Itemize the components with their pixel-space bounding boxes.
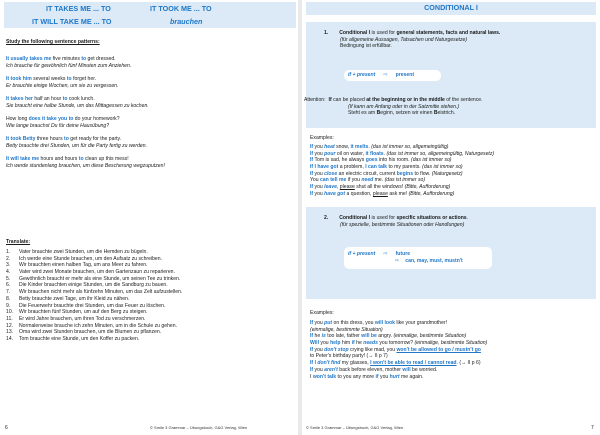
item-number: 6.	[6, 282, 11, 289]
example-segment: Will	[310, 340, 320, 347]
pattern-segment: do your homework?	[73, 116, 120, 123]
example-segment: →	[461, 360, 467, 367]
example-segment: back before eleven, mother	[337, 366, 403, 373]
example-segment: it floats	[365, 150, 384, 157]
spacer	[6, 130, 165, 137]
pattern-english	[6, 136, 165, 143]
pattern-segment: get ready for the party.	[68, 136, 122, 143]
pattern-english	[6, 96, 165, 103]
right-page	[302, 0, 600, 435]
example-segment: .	[383, 150, 387, 157]
item-number: 9.	[6, 302, 11, 309]
pattern-segment: takes me	[29, 56, 52, 62]
example-line	[310, 340, 487, 347]
example-segment: you	[313, 366, 325, 373]
spacer	[6, 110, 165, 117]
translate-item	[6, 323, 182, 330]
example-segment: have got	[324, 190, 346, 197]
example-segment: crying like mad, you	[348, 346, 397, 353]
example-line	[310, 184, 494, 191]
example-segment: I	[313, 360, 318, 367]
item-text: Die Feuerwehr brauchte drei Stunden, um das Feuer zu löschen.	[19, 302, 166, 309]
item-number: 11.	[6, 315, 13, 322]
example-segment: I won't be able to read / cannot read	[370, 360, 457, 367]
item-text: Er wird Jahre brauchen, um ihren Tod zu verschmerzen.	[19, 315, 146, 322]
example-segment: help	[330, 340, 341, 347]
example-line	[310, 164, 494, 171]
example-segment: please	[339, 184, 355, 191]
example-segment: (Bitte, Aufforderung)	[404, 184, 451, 191]
pattern-segment: to	[66, 76, 72, 83]
pattern-segment: five minutes	[51, 56, 82, 62]
pattern-segment: It usually	[6, 56, 30, 62]
example-segment: →	[368, 353, 374, 360]
example-segment: (das ist immer so, allgemeingültig)	[371, 144, 449, 150]
rule-1: 1. Conditional I is used for general statements, facts and natural laws. (für allgemeine Aussagen, Tatsachen und Naturgesetze) Bedingung ist erfüllbar.	[324, 30, 501, 50]
pattern-segment: to	[78, 156, 84, 163]
example-segment: you	[378, 373, 390, 380]
header-took: IT TOOK ME ... TO	[150, 4, 212, 13]
example-segment: If	[310, 144, 314, 150]
example-segment: If	[310, 190, 314, 197]
example-segment: don't stop	[324, 346, 349, 353]
example-segment: You	[310, 177, 321, 184]
example-segment: II p 6)	[466, 360, 481, 367]
item-number: 4.	[6, 269, 11, 276]
example-segment: you	[313, 320, 325, 326]
example-segment: If	[310, 184, 314, 191]
pattern-german: Ich brauche für gewöhnlich fünf Minuten zum Anziehen.	[6, 62, 132, 69]
example-segment: I can talk	[365, 164, 388, 171]
example-segment: you tomorrow?	[377, 340, 415, 347]
attention-note: Attention: If can be placed at the beginning or in the middle of the sentence. (If kann am Anfang oder in der Satzmitte stehen.) Steht es am Beginn, setzen wir einen Beistrich.	[304, 97, 483, 117]
item-number: 2.	[6, 255, 11, 262]
example-line	[310, 347, 487, 354]
item-number: 14.	[6, 335, 14, 342]
pattern-segment: clean up this mess!	[83, 156, 129, 163]
example-segment: leave	[324, 184, 337, 191]
translate-item	[6, 256, 182, 263]
rule-2: 2. Conditional I is used for specific situations or actions. (für spezielle, bestimmte Situationen oder Handlungen)	[324, 215, 469, 228]
translate-item	[6, 282, 182, 289]
examples-2	[310, 320, 487, 380]
example-segment: if you	[346, 177, 362, 184]
pattern-segment: to	[62, 96, 68, 103]
item-text: Vater wird zwei Monate brauchen, um den Gartenzaun zu reparieren.	[19, 269, 175, 276]
example-segment: won't be allowed to go / mustn't go	[396, 346, 481, 353]
example-segment: an electric circuit, current	[337, 170, 397, 177]
item-number: 12.	[6, 322, 14, 329]
example-segment: to you any more	[336, 373, 376, 380]
translate-item	[6, 289, 182, 296]
example-segment: If I have got	[310, 164, 339, 171]
header-will-take: IT WILL TAKE ME ... TO	[32, 17, 112, 26]
example-segment: (einmalige, bestimmte Situation)	[310, 326, 383, 333]
arrow-right-icon: ⇨	[395, 257, 400, 264]
pattern-german: Sie braucht eine halbe Stunde, um das Mittagessen zu kochen.	[6, 102, 149, 109]
example-line	[310, 367, 487, 374]
item-number: 3.	[6, 262, 11, 269]
example-line	[310, 320, 487, 327]
example-segment: need	[361, 177, 374, 184]
sentence-patterns	[6, 56, 165, 170]
page-number: 7	[591, 425, 594, 431]
translate-item	[6, 296, 182, 303]
example-line	[310, 144, 494, 151]
example-segment: is	[321, 333, 326, 340]
pattern-german: Wie lange brauchst Du für deine Hausübung?	[6, 122, 110, 129]
pattern-english	[6, 76, 165, 83]
example-line	[310, 151, 494, 158]
item-text: Wir brauchten einen halben Tag, um ans Meer zu fahren.	[19, 262, 148, 269]
example-line	[310, 157, 494, 164]
item-text: Ich werde eine Stunde brauchen, um den Aufsatz zu schreiben.	[19, 255, 162, 262]
example-segment: II p 7)	[373, 353, 388, 360]
example-segment: a problem,	[338, 164, 366, 171]
formula-1: if + present ⇨ present	[348, 72, 415, 78]
translate-item	[6, 276, 182, 283]
pattern-segment: hours and hours	[39, 156, 79, 163]
example-segment: don't find	[317, 360, 341, 367]
example-segment: will	[402, 366, 411, 373]
example-segment: hurt	[389, 373, 400, 380]
example-segment: put	[324, 320, 333, 326]
item-text: Vater brauchte zwei Stunden, um die Hemden zu bügeln.	[19, 249, 148, 255]
translate-item	[6, 316, 182, 323]
example-segment: If	[310, 366, 314, 373]
example-segment: oil on water,	[335, 150, 366, 157]
pattern-german: Betty brauchte drei Stunden, um für die Party fertig zu werden.	[6, 142, 148, 149]
example-segment: If	[310, 157, 314, 164]
example-segment: If	[310, 360, 314, 367]
translate-item	[6, 269, 182, 276]
example-segment: he	[313, 333, 322, 340]
footer: © Smile 3 Grammar – Übungsbuch, G&G Verlag, Wien	[306, 425, 404, 430]
example-segment: to my parents.	[387, 164, 423, 171]
spacer	[6, 150, 165, 157]
example-segment: If	[310, 320, 314, 326]
translate-item	[6, 303, 182, 310]
example-segment: too late, father	[325, 333, 362, 340]
example-segment: (das ist immer so)	[411, 157, 452, 164]
example-segment: you	[313, 190, 325, 197]
example-segment: if	[351, 340, 355, 347]
example-segment: you	[313, 150, 325, 157]
pattern-segment: does it take you	[28, 116, 68, 123]
left-page	[0, 0, 298, 435]
footer: © Smile 3 Grammar – Übungsbuch, G&G Verlag, Wien	[150, 425, 248, 430]
item-number: 1.	[6, 249, 11, 255]
example-segment: you	[313, 170, 325, 177]
pattern-english	[6, 116, 165, 123]
spacer	[6, 69, 165, 76]
example-segment: close	[324, 170, 338, 177]
example-segment: If	[310, 150, 314, 157]
examples-heading-1: Examples:	[310, 135, 334, 141]
translate-item	[6, 249, 182, 256]
item-text: Gewöhnlich braucht er mehr als eine Stunde, um seinen Tee zu trinken.	[19, 275, 181, 282]
example-segment: aren't	[324, 366, 338, 373]
study-heading: Study the following sentence patterns:	[6, 39, 100, 45]
example-segment: to Peter's birthday party! (	[310, 353, 369, 360]
translate-heading: Translate:	[6, 239, 31, 245]
item-number: 8.	[6, 295, 11, 302]
pattern-segment: half an hour	[32, 96, 63, 103]
spacer	[6, 89, 165, 96]
example-segment: him	[340, 340, 352, 347]
example-segment: (einmalige, bestimmte Situation)	[414, 340, 488, 347]
translate-item	[6, 329, 182, 336]
translate-item	[6, 336, 182, 343]
example-line	[310, 327, 487, 334]
example-line	[310, 191, 494, 198]
example-segment: I	[310, 373, 313, 380]
item-number: 5.	[6, 275, 11, 282]
examples-1	[310, 144, 494, 198]
pattern-german: Ich werde stundenlang brauchen, um diese Bescherung wegzuputzen!	[6, 163, 165, 169]
pattern-english	[6, 56, 165, 63]
item-text: Tom brauchte eine Stunde, um den Koffer zu packen.	[19, 335, 140, 342]
example-segment: it melts	[350, 144, 369, 150]
translate-item	[6, 309, 182, 316]
example-line	[310, 353, 487, 360]
example-segment: pour	[324, 150, 336, 157]
arrow-right-icon: ⇨	[383, 72, 388, 78]
example-segment: my glasses,	[340, 360, 371, 367]
item-text: Betty brauchte zwei Tage, um ihr Kleid zu nähen.	[19, 295, 130, 302]
example-segment: be worried.	[410, 366, 438, 373]
page-number: 6	[5, 425, 8, 431]
example-segment: you	[313, 184, 325, 191]
example-line	[310, 360, 487, 367]
item-number: 10.	[6, 309, 14, 316]
example-segment: snow,	[334, 144, 351, 150]
item-text: Wir brauchten fünf Stunden, um auf den Berg zu steigen.	[19, 309, 148, 316]
example-segment: (das ist immer so, allgemeingültig, Naturgesetz)	[386, 150, 495, 157]
translate-item	[6, 262, 182, 269]
example-segment: will look	[374, 320, 395, 326]
example-segment: me.	[373, 177, 385, 184]
example-segment: to flow.	[413, 170, 432, 177]
example-segment: ask me!	[387, 190, 409, 197]
pattern-segment: several weeks	[31, 76, 67, 83]
example-segment: needs	[363, 340, 378, 347]
example-line	[310, 374, 487, 381]
translate-list	[6, 249, 182, 343]
pattern-segment: cook lunch.	[67, 96, 95, 103]
arrow-right-icon: ⇨	[383, 251, 388, 257]
example-segment: into his room.	[377, 157, 411, 164]
example-segment: If	[310, 346, 314, 353]
example-segment: can tell me	[320, 177, 347, 184]
pattern-german: Er brauchte einige Wochen, um sie zu vergessen.	[6, 82, 119, 89]
pattern-english	[6, 156, 165, 163]
example-line	[310, 171, 494, 178]
pattern-segment: three hours	[35, 136, 65, 143]
pattern-segment: get dressed.	[86, 56, 116, 62]
example-segment: angry.	[376, 333, 394, 340]
example-segment: please	[372, 190, 388, 197]
example-segment: If	[310, 170, 314, 177]
example-segment: you	[319, 340, 331, 347]
formula-2: if + present ⇨ future ⇨ can, may, must, mustn't	[348, 251, 463, 264]
item-text: Oma wird zwei Stunden brauchen, um die Blumen zu pflanzen.	[19, 329, 162, 336]
example-segment: begins	[396, 170, 414, 177]
example-segment: like your grandmother!	[394, 320, 448, 326]
example-line	[310, 333, 487, 340]
pattern-segment: How long	[6, 116, 29, 123]
pattern-segment: to	[64, 136, 69, 143]
example-segment: (Bitte, Aufforderung)	[408, 190, 455, 197]
example-segment: (einmalige, bestimmte Situation)	[393, 333, 467, 340]
example-segment: If	[310, 333, 314, 340]
example-segment: you	[313, 346, 325, 353]
example-segment: he	[354, 340, 364, 347]
pattern-segment: It will take me	[6, 156, 40, 163]
example-segment: (das ist immer so)	[384, 177, 426, 184]
pattern-segment: forget her.	[71, 76, 97, 83]
example-segment: heat	[324, 144, 335, 150]
header-brauchen: brauchen	[170, 17, 203, 26]
example-segment: goes	[365, 157, 378, 164]
item-text: Normalerweise brauche ich zehn Minuten, um in die Schule zu gehen.	[19, 322, 177, 329]
example-segment: will be	[361, 333, 377, 340]
header-takes: IT TAKES ME ... TO	[46, 4, 111, 13]
example-line	[310, 177, 494, 184]
example-segment: shut all the windows!	[354, 184, 405, 191]
example-segment: you	[313, 144, 325, 150]
example-segment: .	[368, 144, 372, 150]
example-segment: if	[375, 373, 379, 380]
pattern-segment: It took Betty	[6, 136, 36, 143]
pattern-segment: It took him	[6, 76, 32, 83]
examples-heading-2: Examples:	[310, 310, 334, 316]
example-segment: ,	[336, 184, 340, 191]
example-segment: on this dress, you	[332, 320, 375, 326]
item-number: 13.	[6, 329, 14, 336]
pattern-segment: to	[67, 116, 74, 123]
example-segment: me again.	[399, 373, 424, 380]
example-segment: a question,	[345, 190, 373, 197]
page-title: CONDITIONAL I	[424, 3, 478, 12]
example-segment: (Naturgesetz)	[431, 170, 463, 177]
example-segment: . (	[456, 360, 462, 367]
example-segment: won't talk	[312, 373, 337, 380]
pattern-segment: It takes her	[6, 96, 33, 103]
example-segment: (das ist immer so)	[422, 164, 463, 171]
item-text: Wir brauchen nicht mehr als fünfzehn Minuten, um das Zelt aufzustellen.	[19, 289, 183, 296]
example-segment: Tom is sad, he always	[313, 157, 366, 164]
item-number: 7.	[6, 289, 11, 296]
pattern-segment: to	[81, 56, 87, 62]
item-text: Die Kinder brauchten einige Stunden, um die Sandburg zu bauen.	[19, 282, 168, 289]
